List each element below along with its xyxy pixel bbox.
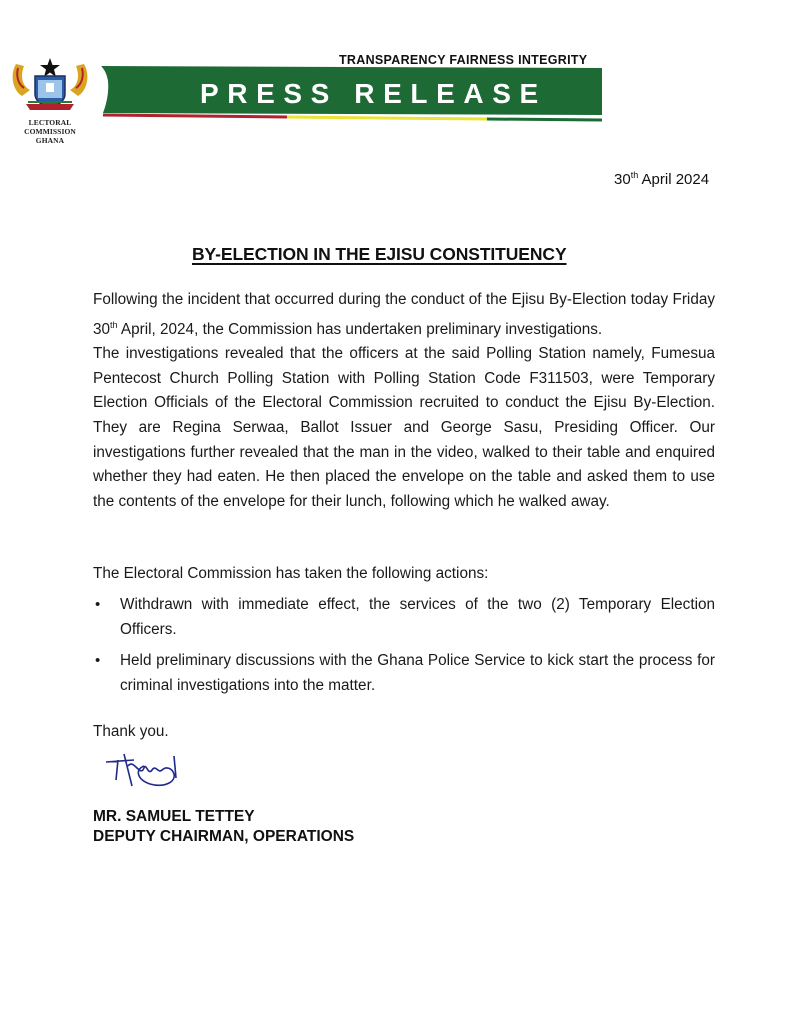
signature-icon xyxy=(104,748,184,793)
actions-intro: The Electoral Commission has taken the following actions: xyxy=(93,565,489,582)
signatory-name: MR. SAMUEL TETTEY xyxy=(93,808,255,825)
motto: TRANSPARENCY FAIRNESS INTEGRITY xyxy=(339,53,588,67)
signatory-title: DEPUTY CHAIRMAN, OPERATIONS xyxy=(93,828,355,845)
closing: Thank you. xyxy=(93,723,169,740)
logo-caption-line1: LECTORAL COMMISSION xyxy=(24,118,76,136)
logo-caption xyxy=(4,118,96,145)
bullet-icon: • xyxy=(95,652,101,669)
release-date: 30th April 2024 xyxy=(614,170,710,188)
action-item: • Held preliminary discussions with the Ghana Police Service to kick start the process for criminal investigations into the matter. xyxy=(93,648,715,698)
coat-of-arms-logo-icon xyxy=(8,56,92,112)
action-item: • Withdrawn with immediate effect, the services of the two (2) Temporary Election Officers. xyxy=(93,592,715,642)
banner-title: PRESS RELEASE xyxy=(200,78,547,109)
bullet-icon: • xyxy=(95,596,101,613)
document-heading: BY-ELECTION IN THE EJISU CONSTITUENCY xyxy=(192,244,567,264)
logo-caption-line2: GHANA xyxy=(35,136,65,145)
actions-list xyxy=(93,592,715,704)
signatory xyxy=(93,807,354,847)
body-paragraph-1: Following the incident that occurred during the conduct of the Ejisu By-Election today Friday 30th April, 2024, the Commission has undertaken preliminary investigations. The investigations revealed that the officers at the said Polling Station namely, Fumesua Pentecost Church Polling Station with Polling Station Code F311503, were Temporary Election Officials of the Electoral Commission recruited to conduct the Ejisu By-Election. They are Regina Serwaa, Ballot Issuer and George Sasu, Presiding Officer. Our investigations further revealed that the man in the video, walked to their table and enquired whether they had eaten. He then placed the envelope on the table and asked them to use the contents of the envelope for their lunch, following which he walked away. xyxy=(93,291,715,510)
